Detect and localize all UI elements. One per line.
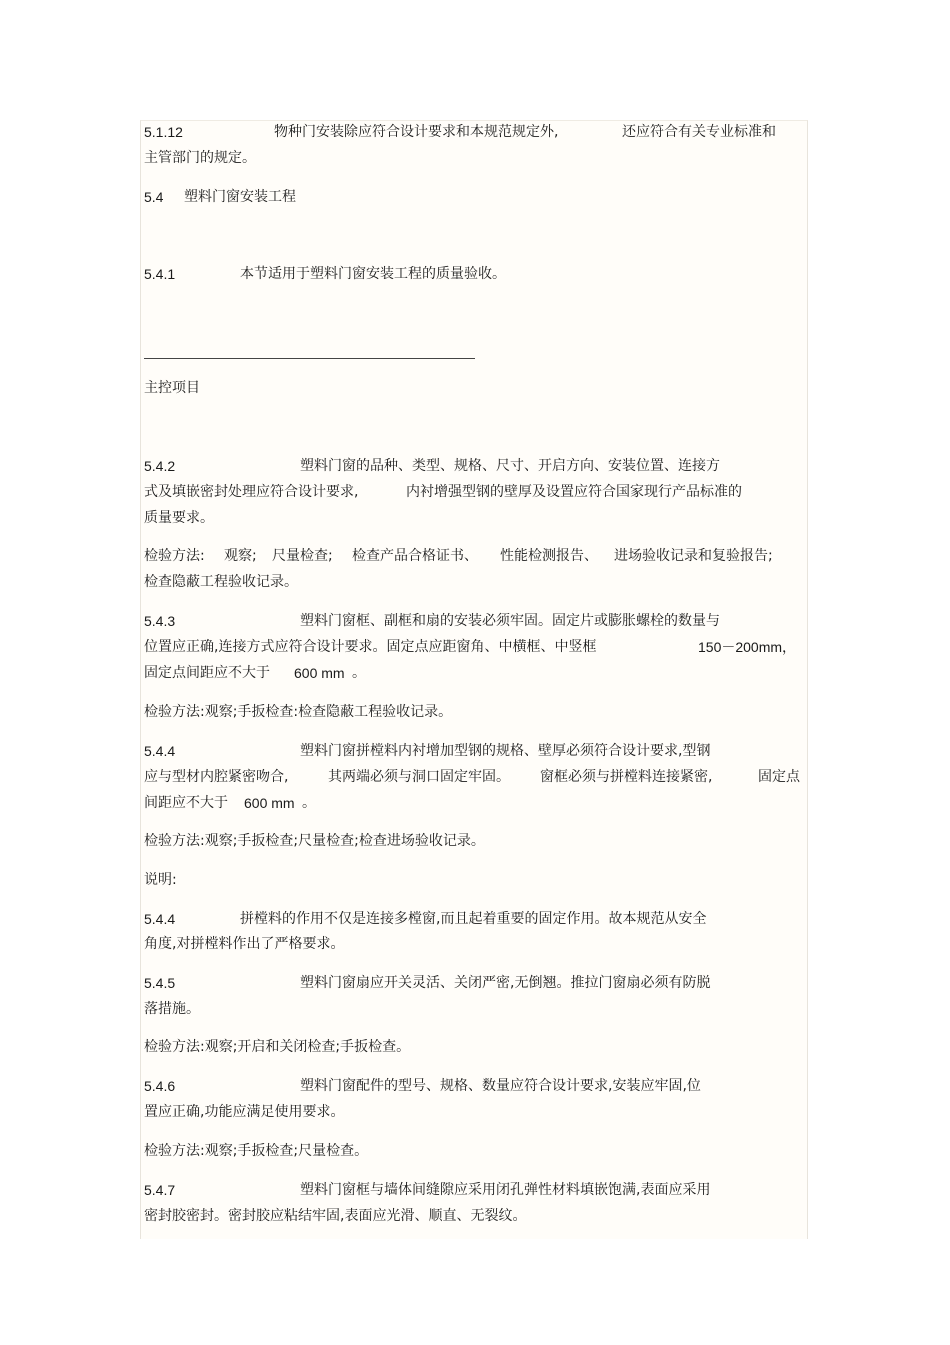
clause-text: 塑料门窗框与墙体间缝隙应采用闭孔弹性材料填嵌饱满,表面应采用 xyxy=(300,1182,711,1198)
method-part: 检查产品合格证书、 xyxy=(352,548,478,564)
clause-text: 本节适用于塑料门窗安装工程的质量验收。 xyxy=(240,266,506,282)
clause-text: 物种门安装除应符合设计要求和本规范规定外, xyxy=(274,124,559,140)
clause-number: 5.4.7 xyxy=(144,1182,176,1198)
note-5-4-4-line-2: 角度,对拼樘料作出了严格要求。 xyxy=(144,936,345,952)
method-part: 性能检测报告、 xyxy=(500,548,598,564)
clause-number: 5.1.12 xyxy=(144,124,183,140)
note-5-4-4-line-1 xyxy=(144,911,707,927)
method-part: 观察; xyxy=(224,548,257,564)
clause-text: 其两端必须与洞口固定牢固。 xyxy=(328,769,510,785)
method-part: 检验方法: xyxy=(144,548,205,564)
clause-text: 位置应正确,连接方式应符合设计要求。固定点应距窗角、中横框、中竖框 xyxy=(144,639,597,655)
clause-5-1-12-line-2: 主管部门的规定。 xyxy=(144,150,256,166)
clause-5-4-7-line-2: 密封胶密封。密封胶应粘结牢固,表面应光滑、顺直、无裂纹。 xyxy=(144,1208,527,1224)
clause-number: 5.4.4 xyxy=(144,743,176,759)
clause-text: 式及填嵌密封处理应符合设计要求, xyxy=(144,484,359,500)
inspection-method: 检验方法:观察;手扳检查;尺量检查。 xyxy=(144,1143,369,1159)
clause-5-4-7-line-1 xyxy=(144,1182,711,1198)
clause-text: 还应符合有关专业标准和 xyxy=(622,124,776,140)
inspection-method: 检验方法:观察;手扳检查:检查隐蔽工程验收记录。 xyxy=(144,704,453,720)
dimension-value: 600 mm xyxy=(294,665,345,681)
inspection-method xyxy=(144,548,773,564)
method-part: 进场验收记录和复验报告; xyxy=(614,548,773,564)
method-part: 尺量检查; xyxy=(272,548,333,564)
clause-number: 5.4.4 xyxy=(144,911,176,927)
clause-5-4-3-line-2 xyxy=(144,639,797,655)
clause-text: 拼樘料的作用不仅是连接多樘窗,而且起着重要的固定作用。故本规范从安全 xyxy=(240,911,707,927)
clause-text: 塑料门窗的品种、类型、规格、尺寸、开启方向、安装位置、连接方 xyxy=(300,458,720,474)
clause-text: 塑料门窗配件的型号、规格、数量应符合设计要求,安装应牢固,位 xyxy=(300,1078,701,1094)
section-heading xyxy=(144,189,296,205)
clause-text: 间距应不大于 xyxy=(144,795,228,811)
inspection-method: 检验方法:观察;手扳检查;尺量检查;检查进场验收记录。 xyxy=(144,833,485,849)
clause-5-4-2-line-3: 质量要求。 xyxy=(144,510,214,526)
horizontal-rule xyxy=(144,358,475,359)
clause-5-4-5-line-1 xyxy=(144,975,711,991)
subheading-main-items: 主控项目 xyxy=(144,380,200,396)
clause-number: 5.4.6 xyxy=(144,1078,176,1094)
clause-5-4-2-line-1 xyxy=(144,458,720,474)
clause-5-4-3-line-3 xyxy=(144,665,366,681)
clause-text: 塑料门窗拼樘料内衬增加型钢的规格、壁厚必须符合设计要求,型钢 xyxy=(300,743,711,759)
clause-number: 5.4.2 xyxy=(144,458,176,474)
dimension-value: 150－200mm， xyxy=(698,639,797,655)
clause-text: 固定点间距应不大于 xyxy=(144,665,270,681)
clause-number: 5.4.1 xyxy=(144,266,176,282)
clause-text: 内衬增强型钢的壁厚及设置应符合国家现行产品标准的 xyxy=(406,484,742,500)
clause-5-4-6-line-1 xyxy=(144,1078,701,1094)
explanation-label: 说明: xyxy=(144,872,177,888)
clause-5-4-4-line-1 xyxy=(144,743,711,759)
clause-text: 应与型材内腔紧密吻合, xyxy=(144,769,289,785)
punctuation: 。 xyxy=(352,665,366,681)
clause-5-4-5-line-2: 落措施。 xyxy=(144,1001,200,1017)
clause-5-4-4-line-3 xyxy=(144,795,316,811)
clause-text: 固定点 xyxy=(758,769,800,785)
dimension-value: 600 mm xyxy=(244,795,295,811)
inspection-method: 检验方法:观察;开启和关闭检查;手扳检查。 xyxy=(144,1039,411,1055)
clause-5-4-4-line-2 xyxy=(144,769,800,785)
section-title: 塑料门窗安装工程 xyxy=(184,189,296,205)
clause-5-4-1 xyxy=(144,266,506,282)
clause-5-1-12-line-1 xyxy=(144,124,776,140)
clause-text: 窗框必须与拼樘料连接紧密, xyxy=(540,769,713,785)
clause-number: 5.4.3 xyxy=(144,613,176,629)
section-number: 5.4 xyxy=(144,189,164,205)
clause-5-4-3-line-1 xyxy=(144,613,720,629)
clause-text: 塑料门窗扇应开关灵活、关闭严密,无倒翘。推拉门窗扇必须有防脱 xyxy=(300,975,711,991)
inspection-method-line-2: 检查隐蔽工程验收记录。 xyxy=(144,574,298,590)
clause-5-4-2-line-2 xyxy=(144,484,742,500)
clause-number: 5.4.5 xyxy=(144,975,176,991)
clause-5-4-6-line-2: 置应正确,功能应满足使用要求。 xyxy=(144,1104,345,1120)
punctuation: 。 xyxy=(302,795,316,811)
clause-text: 塑料门窗框、副框和扇的安装必须牢固。固定片或膨胀螺栓的数量与 xyxy=(300,613,720,629)
